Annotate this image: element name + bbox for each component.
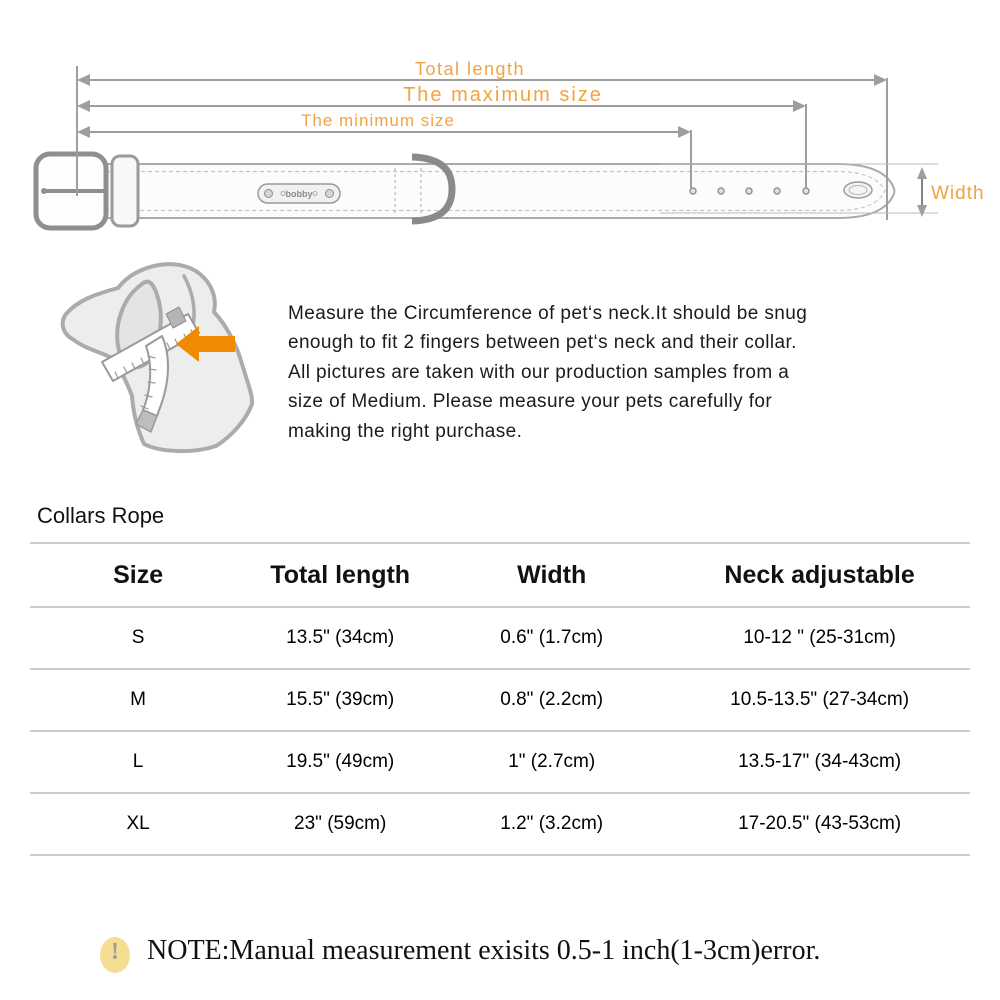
brand-plate-text: bobby bbox=[285, 189, 313, 199]
cell-total-length: 13.5" (34cm) bbox=[286, 627, 395, 648]
cell-neck-adjustable: 10-12 " (25-31cm) bbox=[743, 627, 896, 648]
exclamation-icon bbox=[100, 937, 130, 973]
instruction-line: size of Medium. Please measure your pets carefully for bbox=[288, 391, 773, 413]
cell-width: 0.8" (2.2cm) bbox=[500, 689, 604, 710]
cell-size: S bbox=[131, 627, 145, 648]
tip-tag bbox=[844, 182, 872, 198]
maximum-size-label: The maximum size bbox=[403, 84, 603, 106]
instruction-line: All pictures are taken with our production samples from a bbox=[288, 361, 790, 383]
instruction-line: enough to fit 2 fingers between pet‘s neck and their collar. bbox=[288, 332, 797, 354]
cell-width: 1.2" (3.2cm) bbox=[500, 813, 604, 834]
size-table bbox=[30, 542, 970, 856]
total-length-label: Total length bbox=[414, 59, 526, 79]
size-table-title: Collars Rope bbox=[37, 503, 165, 528]
exclamation-glyph: ! bbox=[111, 939, 119, 965]
collar-illustration bbox=[36, 154, 895, 228]
cell-total-length: 23" (59cm) bbox=[294, 813, 387, 834]
table-row-xl bbox=[30, 793, 970, 855]
header-size: Size bbox=[113, 560, 164, 589]
instruction-line: Measure the Circumference of pet‘s neck.It should be snug bbox=[288, 303, 808, 324]
minimum-size-label: The minimum size bbox=[301, 111, 455, 130]
cell-neck-adjustable: 10.5-13.5" (27-34cm) bbox=[730, 689, 910, 710]
cell-total-length: 19.5" (49cm) bbox=[286, 751, 395, 772]
table-row-l bbox=[30, 731, 970, 793]
cell-size: L bbox=[132, 751, 144, 772]
cell-total-length: 15.5" (39cm) bbox=[286, 689, 395, 710]
cell-size: M bbox=[130, 689, 146, 710]
measuring-instructions bbox=[288, 299, 948, 446]
cell-width: 1" (2.7cm) bbox=[508, 751, 596, 772]
note-text: NOTE:Manual measurement exisits 0.5-1 inch(1-3cm)error. bbox=[147, 935, 821, 966]
table-row-s bbox=[30, 607, 970, 669]
header-width: Width bbox=[517, 560, 587, 589]
table-row-m bbox=[30, 669, 970, 731]
brand-plate bbox=[258, 184, 340, 203]
cell-width: 0.6" (1.7cm) bbox=[500, 627, 604, 648]
instruction-line: making the right purchase. bbox=[288, 420, 523, 442]
keeper-loop bbox=[112, 156, 138, 226]
width-label: Width bbox=[931, 183, 985, 204]
collar-measurement-diagram bbox=[0, 0, 1000, 252]
width-arrow bbox=[917, 167, 927, 217]
dog-measuring-illustration bbox=[56, 256, 294, 470]
header-total-length: Total length bbox=[270, 560, 411, 589]
cell-neck-adjustable: 17-20.5" (43-53cm) bbox=[738, 813, 902, 834]
header-neck-adjustable: Neck adjustable bbox=[724, 560, 915, 589]
cell-size: XL bbox=[126, 813, 150, 834]
cell-neck-adjustable: 13.5-17" (34-43cm) bbox=[738, 751, 902, 772]
size-table-header-row bbox=[30, 543, 970, 607]
buckle bbox=[36, 154, 106, 228]
